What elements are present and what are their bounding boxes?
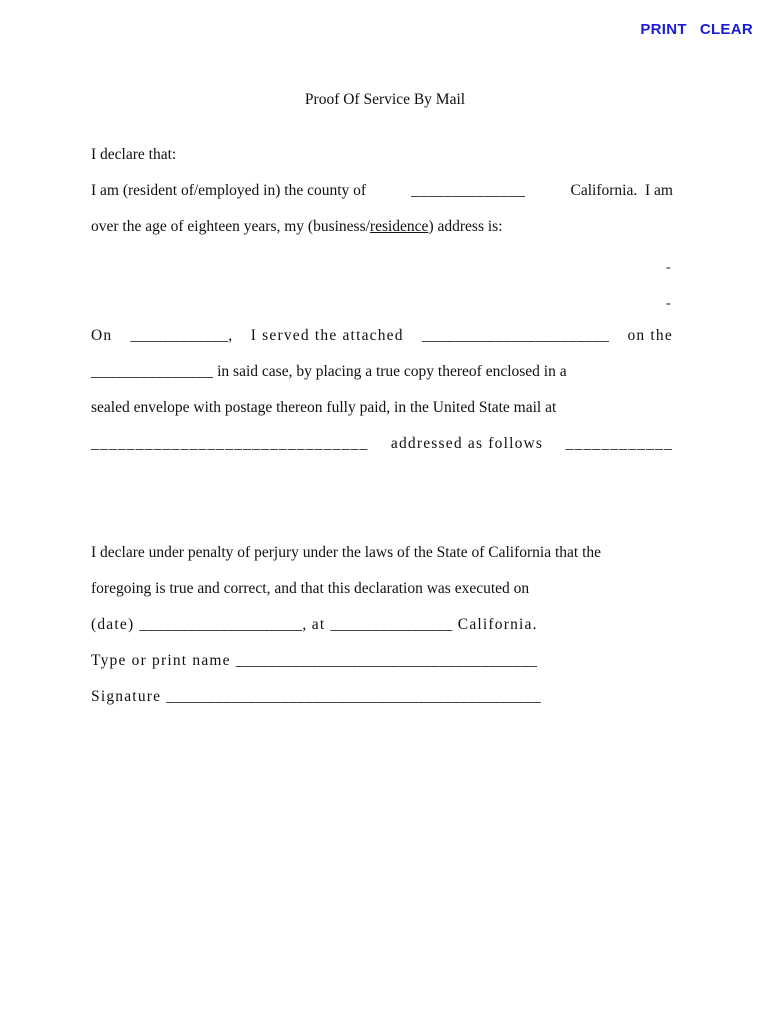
- document-field[interactable]: _______________________: [421, 327, 610, 344]
- age-text-end: ) address is:: [428, 218, 503, 235]
- name-label: Type or print name: [91, 652, 231, 669]
- address-field-1[interactable]: -: [666, 260, 671, 275]
- california-text: California.: [457, 616, 538, 633]
- age-line: [91, 218, 503, 236]
- print-name-field[interactable]: _____________________________________: [235, 652, 538, 669]
- perjury-line-1: I declare under penalty of perjury under the laws of the State of California that the: [91, 544, 602, 561]
- perjury-line-2: foregoing is true and correct, and that this declaration was executed on: [91, 580, 530, 597]
- declare-intro: I declare that:: [91, 146, 177, 163]
- mail-location-field[interactable]: _______________________________: [91, 435, 369, 452]
- residence-line: [91, 182, 673, 200]
- case-text: in said case, by placing a true copy thereof enclosed in a: [213, 363, 567, 380]
- signature-field[interactable]: ______________________________________________: [166, 688, 542, 705]
- served-on-text: On: [91, 327, 113, 344]
- execution-date-field[interactable]: ____________________,: [139, 616, 307, 633]
- party-field[interactable]: _______________: [91, 363, 214, 380]
- age-text: over the age of eighteen years, my (business/: [91, 218, 370, 235]
- address-text: addressed as follows: [390, 435, 544, 452]
- recipient-field[interactable]: ____________: [565, 435, 673, 452]
- served-text: I served the attached: [250, 327, 404, 344]
- address-field-2[interactable]: -: [666, 296, 671, 311]
- served-line: [91, 327, 673, 345]
- signature-label: Signature: [91, 688, 162, 705]
- date-label: (date): [91, 616, 135, 633]
- name-line: [91, 652, 537, 670]
- form-toolbar: [640, 21, 753, 38]
- clear-button[interactable]: CLEAR: [699, 21, 753, 38]
- execution-place-field[interactable]: _______________: [330, 616, 453, 633]
- address-line: [91, 435, 673, 453]
- case-line: [91, 363, 567, 381]
- residence-text-end: California. I am: [570, 182, 673, 199]
- page-title: Proof Of Service By Mail: [304, 91, 466, 108]
- served-date-field[interactable]: ____________,: [130, 327, 233, 344]
- print-button[interactable]: PRINT: [640, 21, 687, 38]
- signature-line: [91, 688, 541, 706]
- county-field[interactable]: ______________: [411, 182, 526, 199]
- date-line: [91, 616, 538, 634]
- at-text: at: [311, 616, 326, 633]
- served-on-the-text: on the: [627, 327, 673, 344]
- residence-text: I am (resident of/employed in) the county of: [91, 182, 367, 199]
- envelope-line: sealed envelope with postage thereon fully paid, in the United State mail at: [91, 399, 557, 416]
- residence-word: residence: [369, 218, 429, 235]
